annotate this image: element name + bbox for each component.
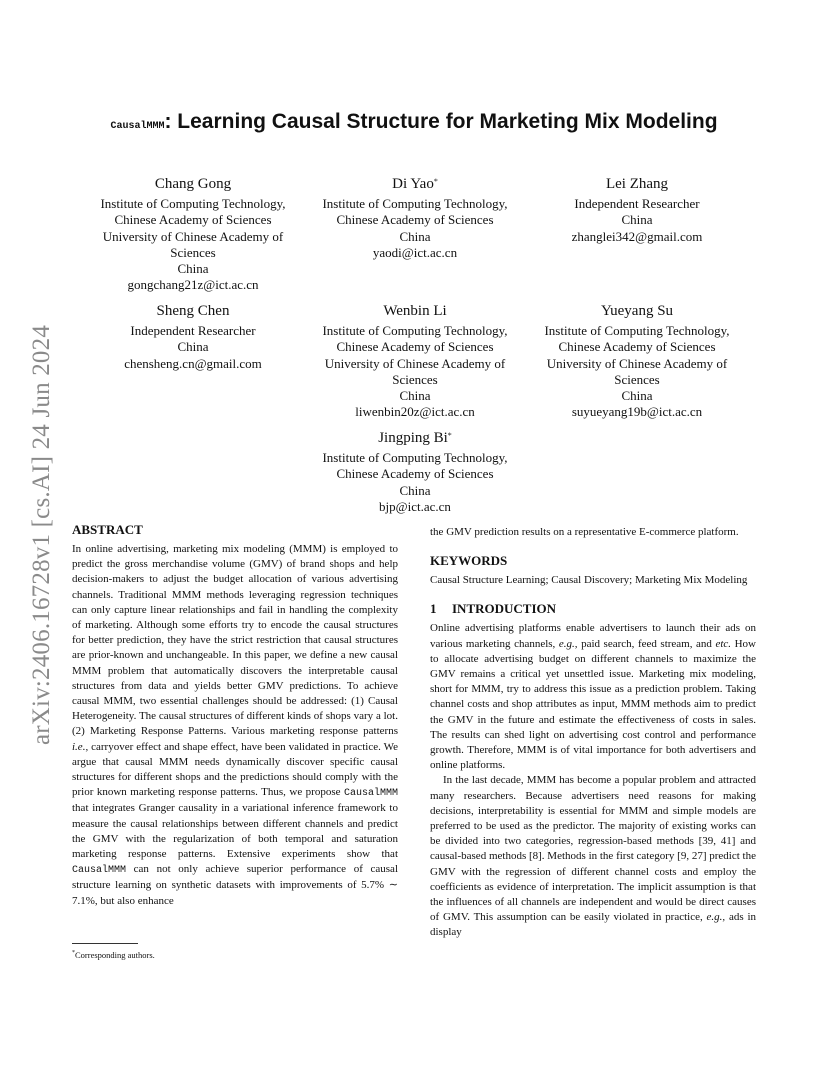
author-affiliation-line: Sciences bbox=[392, 371, 438, 387]
author-country: China bbox=[399, 388, 431, 404]
left-column bbox=[72, 521, 398, 909]
author-affiliation-line: Institute of Computing Technology, bbox=[322, 196, 508, 211]
author-email: bjp@ict.ac.cn bbox=[379, 498, 451, 514]
author-affiliation-line: Sciences bbox=[614, 371, 660, 387]
author-email: chensheng.cn@gmail.com bbox=[124, 355, 262, 371]
abstract-continuation: the GMV prediction results on a representative E-commerce platform. bbox=[430, 526, 739, 538]
intro-paragraph-1: Online advertising platforms enable advertisers to launch their ads on various marketing channels, e.g., paid search, feed stream, and etc. How to allocate advertising budget on different channels to maximize the GMV remains a critical yet unsettled issue. Marketing mix modeling, short for MMM, try to address this issue as a prediction problem. Taking channel costs and shop attributes as input, MMM methods aim to predict the GMV in the future and estimate the effectiveness of costs in sales. The results can shed light on advertising cost control and performance growth. Therefore, MMM is of vital importance for both advertisers and online platforms. bbox=[430, 622, 757, 772]
title-text: : Learning Causal Structure for Marketing Mix Modeling bbox=[164, 110, 718, 133]
author-country: China bbox=[399, 482, 431, 498]
author-block-di-yao bbox=[310, 174, 520, 261]
author-affiliation-line: Institute of Computing Technology, bbox=[544, 323, 730, 338]
author-affiliation-line: Institute of Computing Technology, bbox=[100, 196, 286, 211]
author-affiliation-line: University of Chinese Academy of bbox=[324, 355, 506, 371]
author-affiliation-line: Institute of Computing Technology, bbox=[322, 323, 508, 338]
author-country: China bbox=[177, 339, 209, 355]
footnote-text: Corresponding authors. bbox=[75, 949, 155, 960]
arxiv-stamp bbox=[22, 300, 62, 770]
author-affiliation-line: Independent Researcher bbox=[130, 323, 256, 338]
author-email: liwenbin20z@ict.ac.cn bbox=[355, 404, 475, 420]
paper-title bbox=[100, 108, 728, 141]
author-block-lei-zhang bbox=[532, 174, 742, 245]
keywords-text: Causal Structure Learning; Causal Discovery; Marketing Mix Modeling bbox=[430, 574, 748, 587]
author-name: Di Yao* bbox=[392, 176, 438, 192]
author-affiliation-line: Chinese Academy of Sciences bbox=[336, 212, 494, 228]
author-block-jingping-bi bbox=[310, 428, 520, 515]
author-affiliation-line: Chinese Academy of Sciences bbox=[558, 339, 716, 355]
intro-paragraph-2: In the last decade, MMM has become a popular problem and attracted many researchers. Because advertisers need reasons for making decisions, interpretability is essential for MMM and simple models are preferred to be used as the predictor. The majority of existing works can be divided into two categories, regression-based methods [39, 41] and causal-based methods [8]. Methods in the first category [9, 27] predict the GMV with the regression of different channel costs and employ the coefficients as evidence of interpretation. The implicit assumption is that the influences of all channels are independent and would be direct causes of GMV. This assumption can be easily violated in practice, e.g., ads in display bbox=[430, 774, 756, 939]
footnote-mark: * bbox=[72, 950, 75, 956]
footnote-rule bbox=[72, 943, 138, 944]
author-block-sheng-chen bbox=[88, 301, 298, 372]
author-email: zhanglei342@gmail.com bbox=[571, 228, 703, 244]
author-email: yaodi@ict.ac.cn bbox=[372, 244, 458, 260]
author-affiliation-line: Sciences bbox=[170, 244, 216, 260]
abstract-heading: ABSTRACT bbox=[72, 522, 143, 537]
title-system-name: CausalMMM bbox=[110, 121, 165, 132]
introduction-heading bbox=[430, 600, 756, 618]
author-affiliation-line: Chinese Academy of Sciences bbox=[114, 212, 272, 228]
author-affiliation-line: Institute of Computing Technology, bbox=[322, 450, 508, 465]
section-title: INTRODUCTION bbox=[452, 601, 557, 617]
author-country: China bbox=[621, 388, 653, 404]
author-name: Sheng Chen bbox=[156, 303, 230, 319]
corresponding-mark: * bbox=[433, 177, 438, 186]
author-email: gongchang21z@ict.ac.cn bbox=[127, 277, 259, 293]
author-country: China bbox=[399, 228, 431, 244]
author-country: China bbox=[177, 261, 209, 277]
author-name: Yueyang Su bbox=[600, 303, 674, 319]
footnote bbox=[72, 948, 155, 961]
system-name-inline: CausalMMM bbox=[343, 788, 398, 800]
author-affiliation-line: Independent Researcher bbox=[574, 196, 700, 211]
author-name: Jingping Bi* bbox=[378, 430, 452, 446]
author-affiliation-line: University of Chinese Academy of bbox=[546, 355, 728, 371]
author-name: Wenbin Li bbox=[383, 303, 447, 319]
author-affiliation-line: University of Chinese Academy of bbox=[102, 228, 284, 244]
author-name: Lei Zhang bbox=[605, 176, 669, 192]
author-block-yueyang-su bbox=[532, 301, 742, 421]
right-column bbox=[430, 525, 756, 941]
author-name: Chang Gong bbox=[154, 176, 232, 192]
author-affiliation-line: Chinese Academy of Sciences bbox=[336, 466, 494, 482]
author-block-wenbin-li bbox=[310, 301, 520, 421]
author-email: suyueyang19b@ict.ac.cn bbox=[571, 404, 703, 420]
arxiv-stamp-text: arXiv:2406.16728v1 [cs.AI] 24 Jun 2024 bbox=[28, 324, 55, 746]
section-number: 1 bbox=[430, 601, 437, 617]
author-country: China bbox=[621, 212, 653, 228]
system-name-inline: CausalMMM bbox=[72, 865, 127, 877]
author-block-chang-gong bbox=[88, 174, 298, 294]
author-affiliation-line: Chinese Academy of Sciences bbox=[336, 339, 494, 355]
corresponding-mark: * bbox=[447, 431, 452, 440]
abstract-paragraph: In online advertising, marketing mix modeling (MMM) is employed to predict the gross merchandise volume (GMV) of brand shops and help decision-makers to adjust the budget allocation of various advertising channels. Traditional MMM methods leveraging regression techniques can only capture linear relationships and fail in handling the complexity of marketing. Although some efforts try to encode the causal structures for better prediction, they have the strict restriction that causal structures are prior-known and unchangeable. In this paper, we define a new causal MMM problem that automatically discovers the interpretable causal structures from data and yields better GMV predictions. To achieve causal MMM, two essential challenges should be addressed: (1) Causal Heterogeneity. The causal structures of different kinds of shops vary a lot. (2) Marketing Response Patterns. Various marketing response patterns i.e., carryover effect and shape effect, have been validated in practice. We argue that causal MMM needs dynamically discover specific causal structures for different shops and the predictions should comply with the prior known marketing response patterns. Thus, we propose CausalMMM that integrates Granger causality in a variational inference framework to measure the causal relationships between different channels and predict the GMV with the regularization of both temporal and saturation marketing response patterns. Extensive experiments show that CausalMMM can not only achieve superior performance of causal structure learning on synthetic datasets with improvements of 5.7% ∼ 7.1%, but also enhance bbox=[72, 543, 398, 907]
keywords-heading: KEYWORDS bbox=[430, 553, 508, 569]
